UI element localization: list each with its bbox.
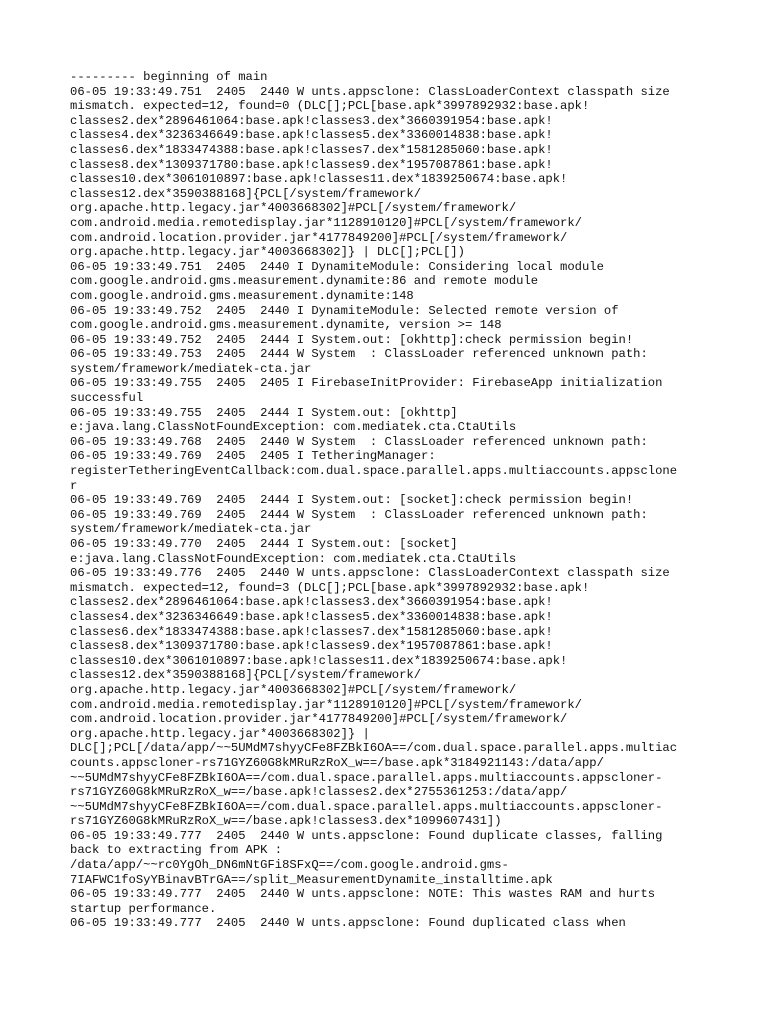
log-line-20: 06-05 19:33:49.753 2405 2444 W System : ClassLoader referenced unknown path: bbox=[70, 347, 648, 362]
log-line-30: 06-05 19:33:49.769 2405 2444 I System.out: [socket]:check permission begin! bbox=[70, 493, 634, 508]
log-line-3: mismatch. expected=12, found=0 (DLC[];PCL[base.apk*3997892932:base.apk! bbox=[70, 99, 590, 114]
log-line-11: com.android.media.remotedisplay.jar*1128910120]#PCL[/system/framework/ bbox=[70, 215, 582, 230]
log-line-45: com.android.location.provider.jar*4177849200]#PCL[/system/framework/ bbox=[70, 712, 568, 727]
log-line-22: 06-05 19:33:49.755 2405 2405 I FirebaseInitProvider: FirebaseApp initialization bbox=[70, 376, 663, 391]
log-line-46: org.apache.http.legacy.jar*4003668302]} | bbox=[70, 726, 370, 741]
log-line-18: com.google.android.gms.measurement.dynamite, version >= 148 bbox=[70, 318, 502, 333]
log-line-29: r bbox=[70, 478, 78, 493]
log-line-4: classes2.dex*2896461064:base.apk!classes3.dex*3660391954:base.apk! bbox=[70, 113, 553, 128]
log-line-56: 7IAFWC1foSyYBinavBTrGA==/split_MeasurementDynamite_installtime.apk bbox=[70, 872, 553, 887]
log-line-13: org.apache.http.legacy.jar*4003668302]} | DLC[];PCL[]) bbox=[70, 245, 465, 260]
log-document bbox=[70, 70, 720, 931]
log-line-21: system/framework/mediatek-cta.jar bbox=[70, 361, 312, 376]
log-line-10: org.apache.http.legacy.jar*4003668302]#PCL[/system/framework/ bbox=[70, 201, 517, 216]
log-line-2: 06-05 19:33:49.751 2405 2440 W unts.appsclone: ClassLoaderContext classpath size bbox=[70, 84, 670, 99]
log-line-57: 06-05 19:33:49.777 2405 2440 W unts.appsclone: NOTE: This wastes RAM and hurts bbox=[70, 887, 656, 902]
log-line-38: classes4.dex*3236346649:base.apk!classes5.dex*3360014838:base.apk! bbox=[70, 609, 553, 624]
log-line-50: rs71GYZ60G8kMRuRzRoX_w==/base.apk!classes2.dex*2755361253:/data/app/ bbox=[70, 785, 568, 800]
log-line-31: 06-05 19:33:49.769 2405 2444 W System : ClassLoader referenced unknown path: bbox=[70, 507, 648, 522]
log-line-43: org.apache.http.legacy.jar*4003668302]#PCL[/system/framework/ bbox=[70, 682, 517, 697]
log-line-8: classes10.dex*3061010897:base.apk!classes11.dex*1839250674:base.apk! bbox=[70, 172, 568, 187]
log-line-15: com.google.android.gms.measurement.dynamite:86 and remote module bbox=[70, 274, 539, 289]
log-line-47: DLC[];PCL[/data/app/~~5UMdM7shyyCFe8FZBkI6OA==/com.dual.space.parallel.apps.multiac bbox=[70, 741, 678, 756]
log-line-17: 06-05 19:33:49.752 2405 2440 I DynamiteModule: Selected remote version of bbox=[70, 303, 619, 318]
log-line-26: 06-05 19:33:49.768 2405 2440 W System : ClassLoader referenced unknown path: bbox=[70, 434, 648, 449]
log-line-5: classes4.dex*3236346649:base.apk!classes5.dex*3360014838:base.apk! bbox=[70, 128, 553, 143]
log-line-49: ~~5UMdM7shyyCFe8FZBkI6OA==/com.dual.space.parallel.apps.multiaccounts.appscloner- bbox=[70, 770, 663, 785]
log-line-41: classes10.dex*3061010897:base.apk!classes11.dex*1839250674:base.apk! bbox=[70, 653, 568, 668]
log-line-48: counts.appscloner-rs71GYZ60G8kMRuRzRoX_w==/base.apk*3184921143:/data/app/ bbox=[70, 755, 604, 770]
log-line-37: classes2.dex*2896461064:base.apk!classes3.dex*3660391954:base.apk! bbox=[70, 595, 553, 610]
log-line-25: e:java.lang.ClassNotFoundException: com.mediatek.cta.CtaUtils bbox=[70, 420, 517, 435]
log-line-59: 06-05 19:33:49.777 2405 2440 W unts.appsclone: Found duplicated class when bbox=[70, 916, 626, 931]
log-line-55: /data/app/~~rc0YgOh_DN6mNtGFi8SFxQ==/com.google.android.gms- bbox=[70, 858, 509, 873]
log-line-54: back to extracting from APK : bbox=[70, 843, 283, 858]
log-line-35: 06-05 19:33:49.776 2405 2440 W unts.appsclone: ClassLoaderContext classpath size bbox=[70, 566, 670, 581]
log-line-51: ~~5UMdM7shyyCFe8FZBkI6OA==/com.dual.space.parallel.apps.multiaccounts.appscloner- bbox=[70, 799, 663, 814]
log-line-58: startup performance. bbox=[70, 901, 217, 916]
log-line-16: com.google.android.gms.measurement.dynamite:148 bbox=[70, 288, 414, 303]
log-line-44: com.android.media.remotedisplay.jar*1128910120]#PCL[/system/framework/ bbox=[70, 697, 582, 712]
log-line-27: 06-05 19:33:49.769 2405 2405 I TetheringManager: bbox=[70, 449, 436, 464]
log-line-24: 06-05 19:33:49.755 2405 2444 I System.out: [okhttp] bbox=[70, 405, 458, 420]
log-line-42: classes12.dex*3590388168]{PCL[/system/framework/ bbox=[70, 668, 422, 683]
log-line-53: 06-05 19:33:49.777 2405 2440 W unts.appsclone: Found duplicate classes, falling bbox=[70, 828, 663, 843]
log-line-33: 06-05 19:33:49.770 2405 2444 I System.out: [socket] bbox=[70, 537, 458, 551]
log-line-9: classes12.dex*3590388168]{PCL[/system/framework/ bbox=[70, 186, 422, 201]
log-line-19: 06-05 19:33:49.752 2405 2444 I System.out: [okhttp]:check permission begin! bbox=[70, 332, 634, 347]
log-line-39: classes6.dex*1833474388:base.apk!classes7.dex*1581285060:base.apk! bbox=[70, 624, 553, 639]
log-line-34: e:java.lang.ClassNotFoundException: com.mediatek.cta.CtaUtils bbox=[70, 551, 517, 566]
log-line-12: com.android.location.provider.jar*4177849200]#PCL[/system/framework/ bbox=[70, 230, 568, 245]
log-line-32: system/framework/mediatek-cta.jar bbox=[70, 522, 312, 537]
log-line-28: registerTetheringEventCallback:com.dual.space.parallel.apps.multiaccounts.appsclone bbox=[70, 464, 678, 479]
log-line-14: 06-05 19:33:49.751 2405 2440 I DynamiteModule: Considering local module bbox=[70, 259, 604, 274]
log-line-7: classes8.dex*1309371780:base.apk!classes9.dex*1957087861:base.apk! bbox=[70, 157, 553, 172]
log-line-1: --------- beginning of main bbox=[70, 70, 268, 84]
log-line-52: rs71GYZ60G8kMRuRzRoX_w==/base.apk!classes3.dex*1099607431]) bbox=[70, 814, 502, 829]
log-line-36: mismatch. expected=12, found=3 (DLC[];PCL[base.apk*3997892932:base.apk! bbox=[70, 580, 590, 595]
log-line-40: classes8.dex*1309371780:base.apk!classes9.dex*1957087861:base.apk! bbox=[70, 639, 553, 654]
log-line-23: successful bbox=[70, 391, 144, 406]
log-line-6: classes6.dex*1833474388:base.apk!classes7.dex*1581285060:base.apk! bbox=[70, 142, 553, 157]
